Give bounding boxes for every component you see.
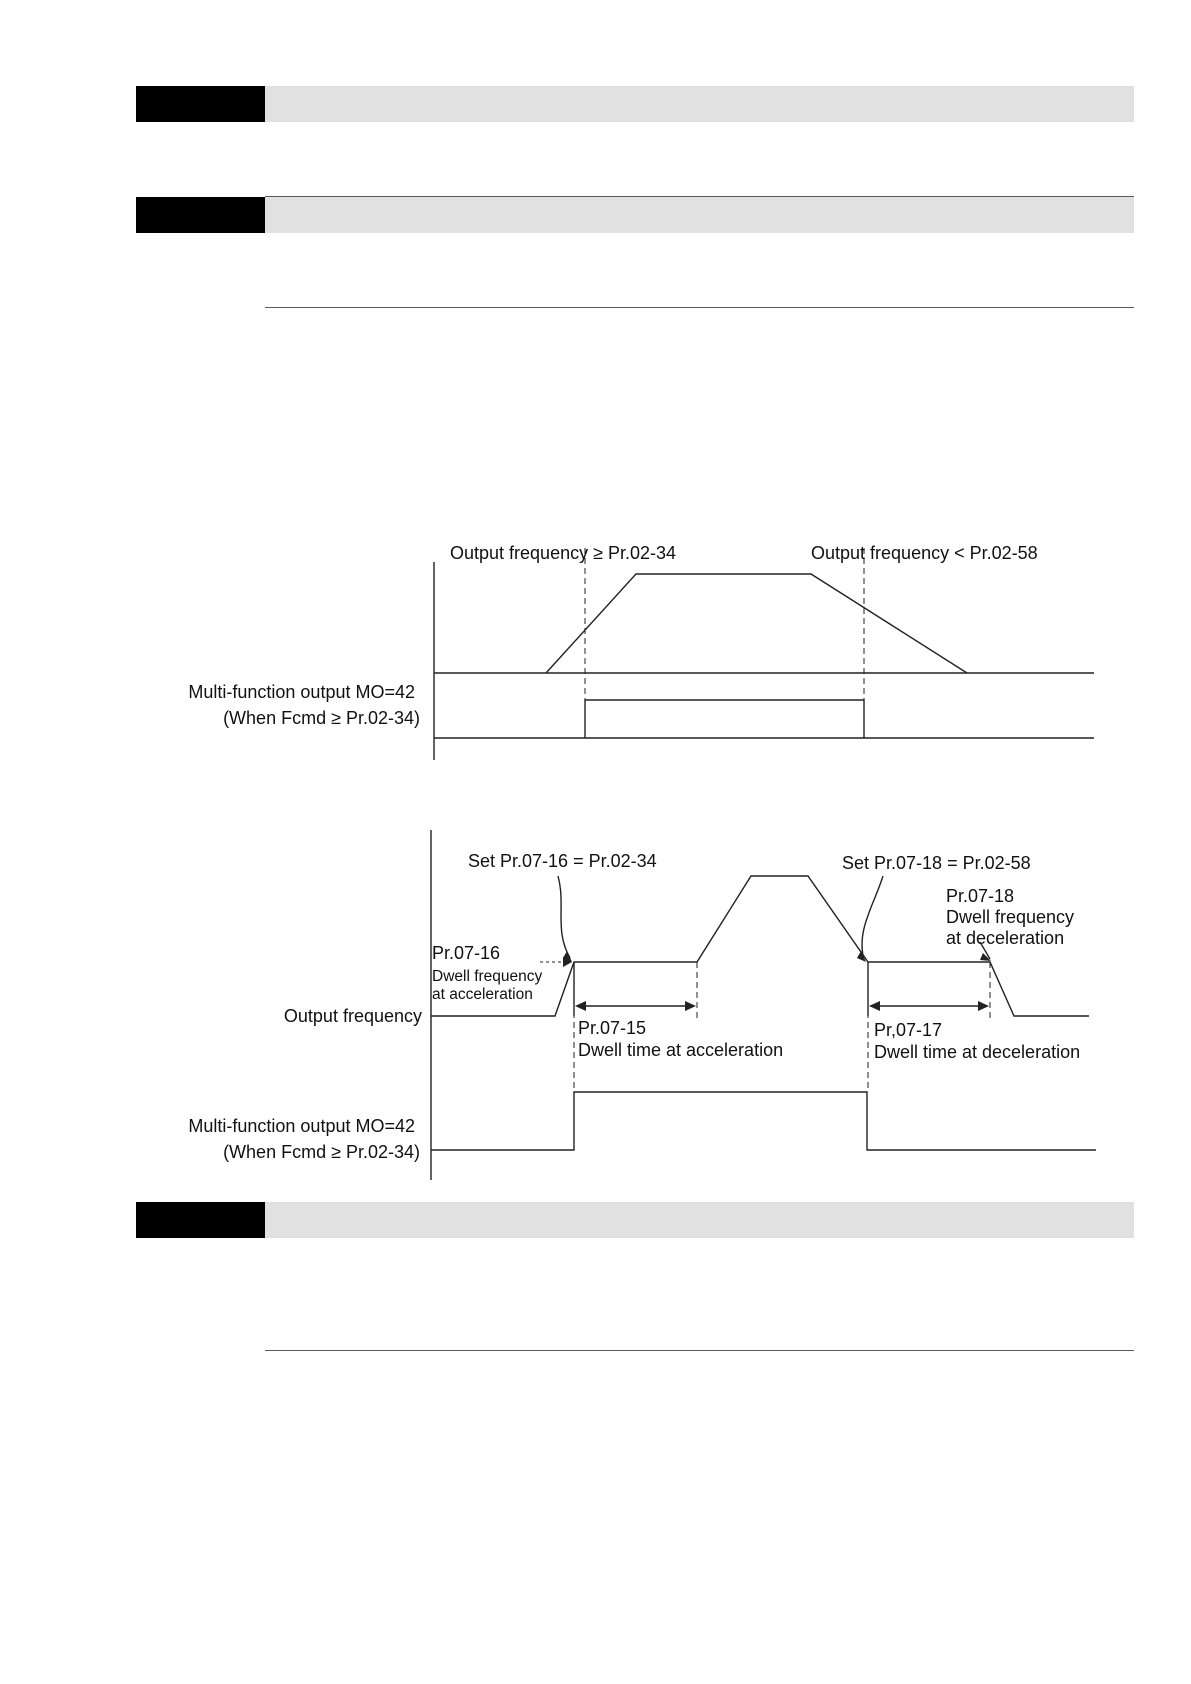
mo-output-pulse: [431, 1092, 1096, 1150]
label-output-frequency-lt: Output frequency < Pr.02-58: [811, 543, 1038, 563]
mo-output-pulse: [585, 700, 864, 738]
label-set-0716: Set Pr.07-16 = Pr.02-34: [468, 851, 657, 871]
arrowhead: [575, 1001, 586, 1011]
label-p0718-line2: at deceleration: [946, 928, 1065, 948]
label-output-frequency: Output frequency: [283, 1006, 422, 1026]
label-mo-output: Multi-function output MO=42: [188, 682, 415, 702]
diagram-2: [431, 830, 1096, 1180]
label-mo-output: Multi-function output MO=42: [188, 1116, 415, 1136]
label-output-frequency-ge: Output frequency ≥ Pr.02-34: [450, 543, 677, 563]
label-p0716-line2: at acceleration: [432, 986, 533, 1003]
label-p0716-title: Pr.07-16: [432, 943, 501, 963]
label-mo-condition: (When Fcmd ≥ Pr.02-34): [223, 1142, 420, 1162]
label-p0717-title: Pr,07-17: [874, 1020, 943, 1040]
label-p0715-desc: Dwell time at acceleration: [578, 1040, 784, 1060]
label-p0715-title: Pr.07-15: [578, 1018, 647, 1038]
label-p0718-title: Pr.07-18: [946, 886, 1015, 906]
label-set-0718: Set Pr.07-18 = Pr.02-58: [842, 853, 1031, 873]
diagram-2-arrowheads: [563, 951, 991, 1011]
arrowhead: [869, 1001, 880, 1011]
label-p0716-line1: Dwell frequency: [432, 968, 543, 985]
arrowhead: [978, 1001, 989, 1011]
callout-leader-0716: [558, 876, 570, 958]
label-mo-condition: (When Fcmd ≥ Pr.02-34): [223, 708, 420, 728]
label-p0718-line1: Dwell frequency: [946, 907, 1075, 927]
arrowhead: [685, 1001, 696, 1011]
callout-leader-0718: [862, 876, 883, 960]
frequency-trapezoid: [546, 574, 967, 673]
label-p0717-desc: Dwell time at deceleration: [874, 1042, 1081, 1062]
diagram-1: [434, 548, 1094, 760]
